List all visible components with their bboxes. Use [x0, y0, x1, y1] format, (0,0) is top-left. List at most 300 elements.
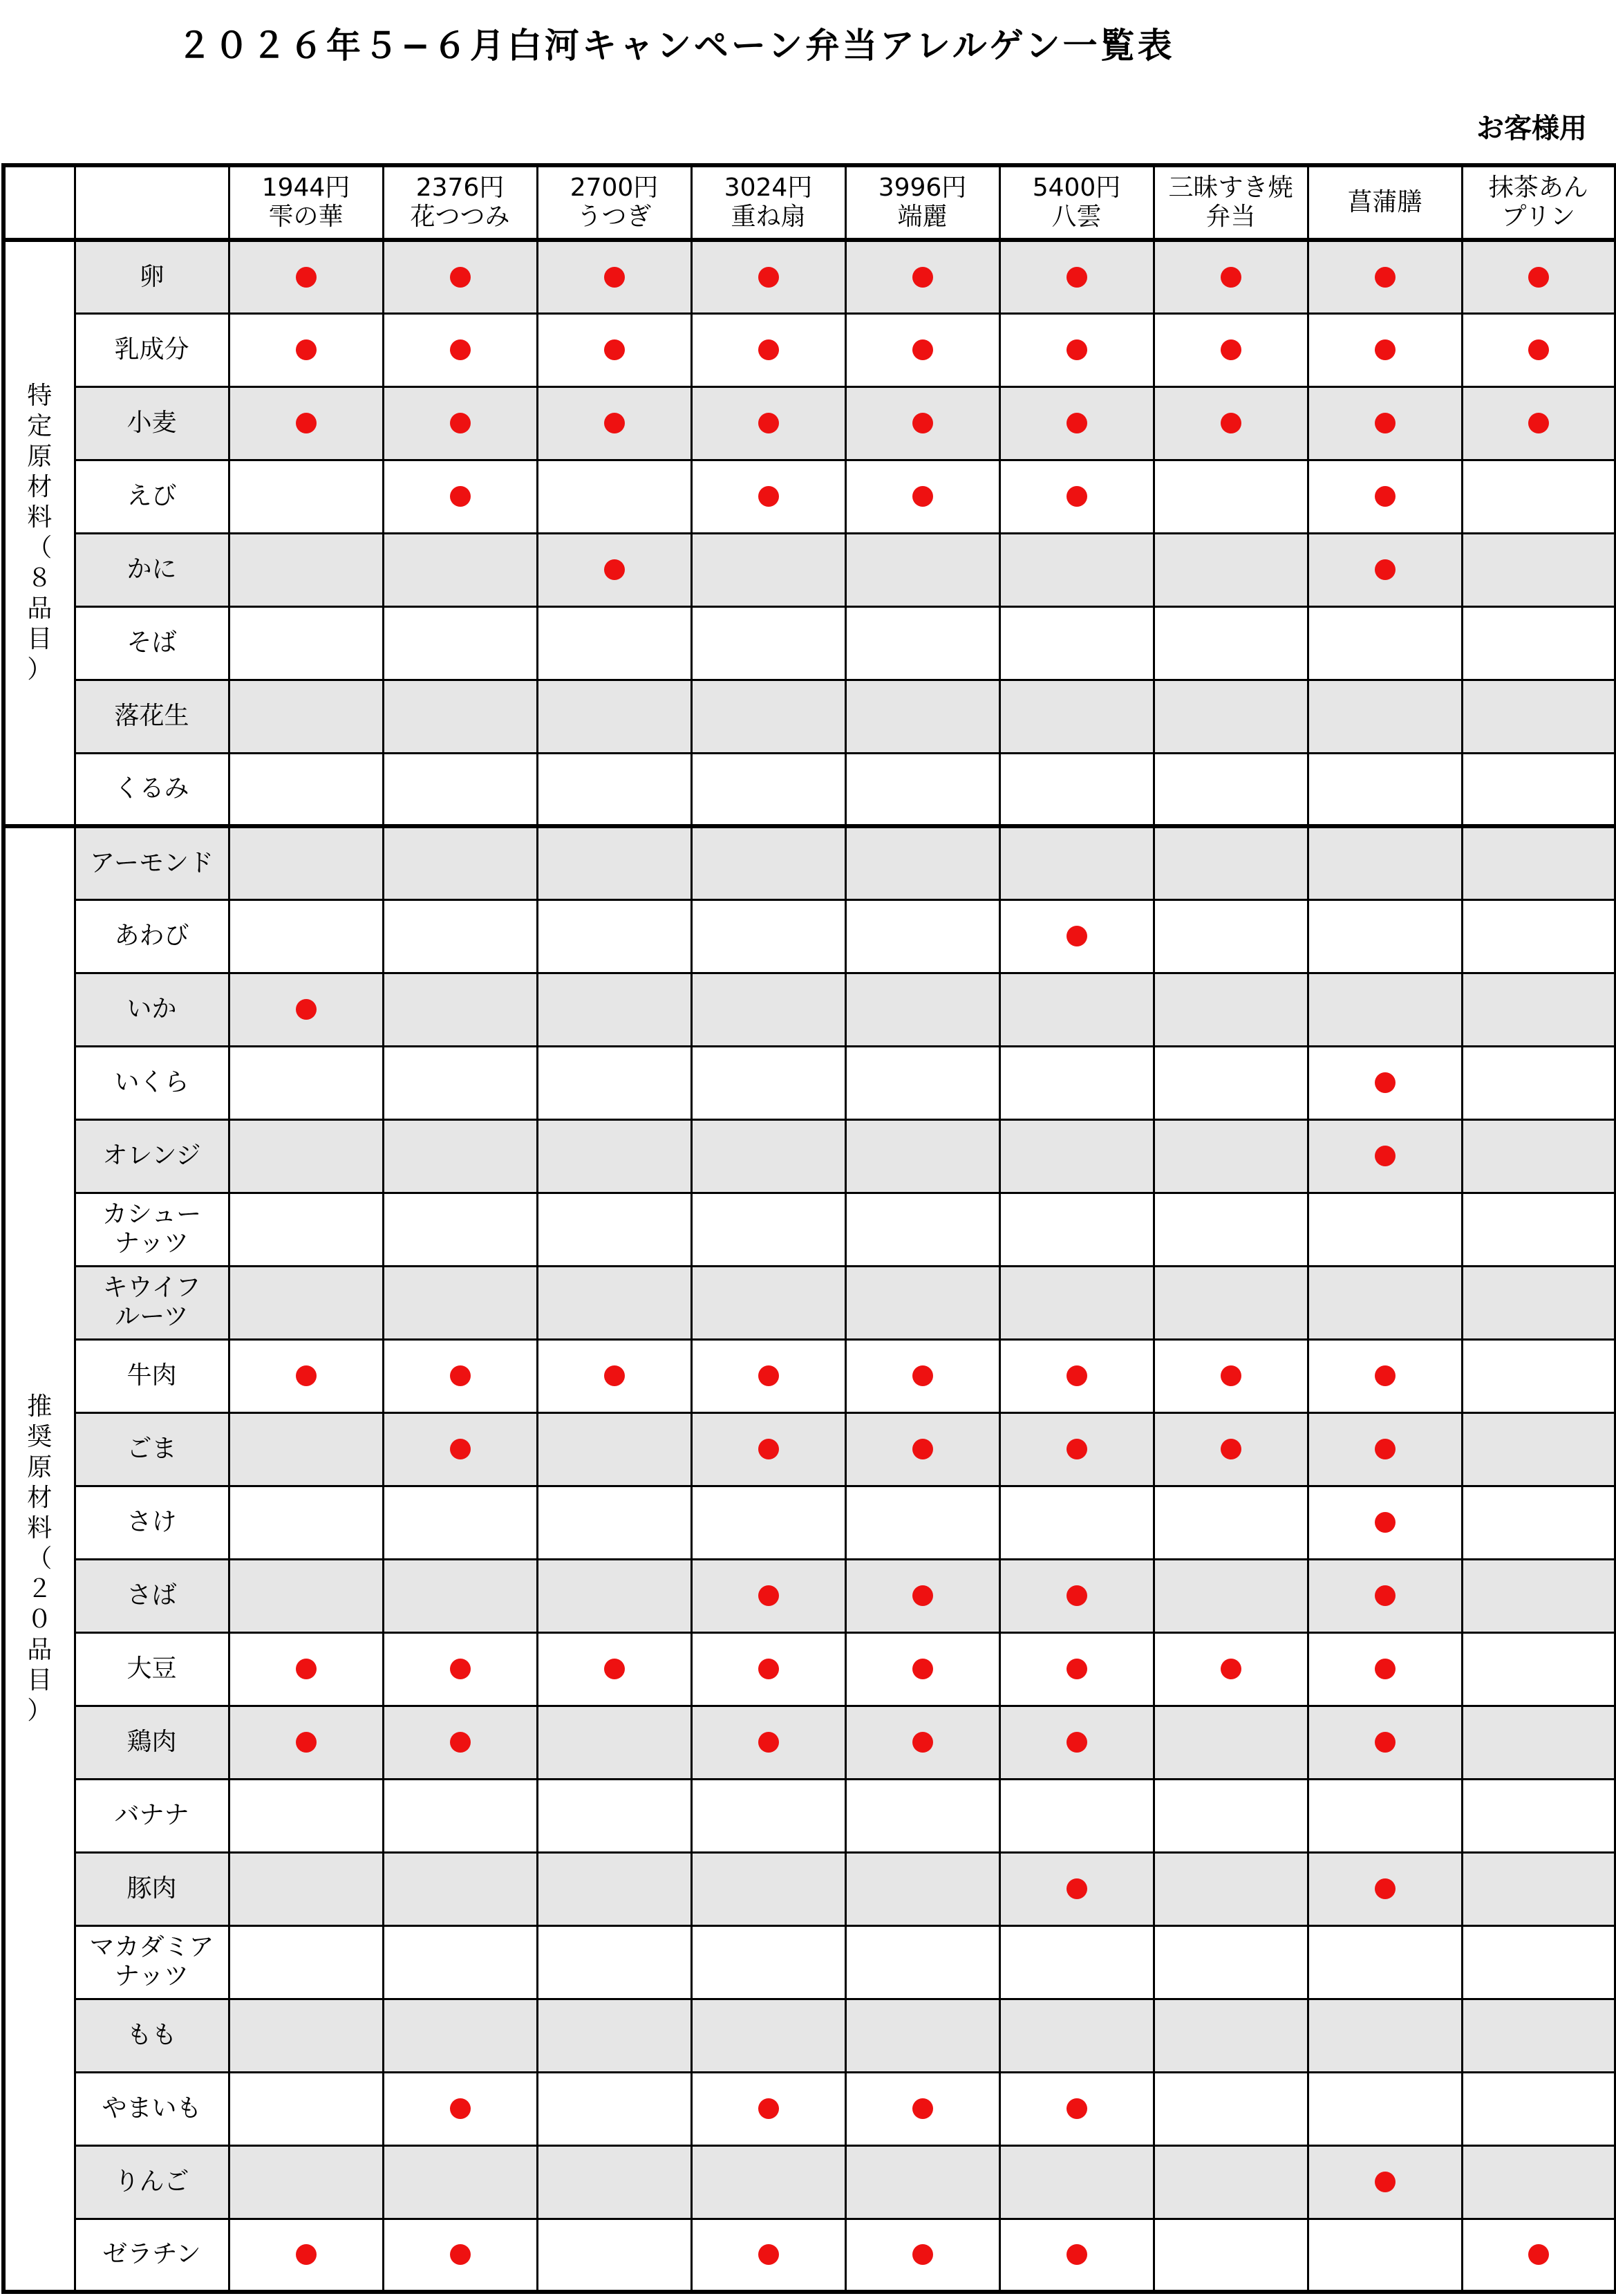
- allergen-cell: [1462, 386, 1616, 460]
- column-header: [229, 165, 383, 240]
- allergen-name: [75, 240, 229, 313]
- allergen-mark-dot: [296, 1365, 317, 1386]
- allergen-mark-dot: [1067, 1439, 1087, 1459]
- allergen-cell: [1308, 1119, 1462, 1193]
- allergen-cell: [691, 1486, 845, 1559]
- allergen-cell: [1154, 973, 1308, 1046]
- allergen-mark-dot: [1375, 1585, 1396, 1606]
- table-row: [3, 1852, 1616, 1925]
- allergen-cell: [1308, 1852, 1462, 1925]
- allergen-mark-dot: [758, 1659, 779, 1679]
- allergen-cell: [999, 1706, 1154, 1779]
- allergen-mark-dot: [912, 2098, 933, 2119]
- allergen-cell: [1308, 2219, 1462, 2292]
- allergen-mark-dot: [758, 486, 779, 507]
- allergen-name-line1: 小麦: [126, 409, 177, 437]
- allergen-cell: [1462, 460, 1616, 533]
- allergen-mark-dot: [1067, 926, 1087, 946]
- table-row: [3, 1632, 1616, 1706]
- allergen-mark-dot: [604, 413, 625, 433]
- allergen-cell: [691, 2145, 845, 2219]
- allergen-cell: [537, 1193, 691, 1266]
- allergen-cell: [1154, 1999, 1308, 2072]
- allergen-cell: [383, 680, 537, 753]
- corner-cell-allergen: [75, 165, 229, 240]
- allergen-cell: [999, 1046, 1154, 1119]
- allergen-name: [75, 1779, 229, 1852]
- allergen-cell: [999, 386, 1154, 460]
- allergen-mark-dot: [758, 1365, 779, 1386]
- allergen-cell: [1154, 240, 1308, 313]
- allergen-cell: [383, 1046, 537, 1119]
- allergen-cell: [691, 1119, 845, 1193]
- allergen-name-line1: もも: [126, 2021, 177, 2049]
- allergen-mark-dot: [1528, 2244, 1549, 2265]
- allergen-mark-dot: [1375, 486, 1396, 507]
- allergen-cell: [691, 1339, 845, 1412]
- allergen-cell: [383, 1852, 537, 1925]
- allergen-cell: [229, 1339, 383, 1412]
- allergen-cell: [383, 1779, 537, 1852]
- allergen-cell: [845, 313, 999, 386]
- allergen-cell: [229, 386, 383, 460]
- allergen-cell: [1154, 1632, 1308, 1706]
- allergen-cell: [383, 1706, 537, 1779]
- table-row: [3, 2219, 1616, 2292]
- allergen-cell: [229, 313, 383, 386]
- allergen-name-line1: 牛肉: [126, 1361, 177, 1390]
- allergen-name-line1: オレンジ: [102, 1141, 201, 1170]
- allergen-cell: [229, 2145, 383, 2219]
- allergen-mark-dot: [1067, 339, 1087, 360]
- allergen-cell: [1308, 1632, 1462, 1706]
- allergen-cell: [229, 533, 383, 606]
- allergen-mark-dot: [1375, 1512, 1396, 1533]
- allergen-cell: [691, 680, 845, 753]
- allergen-mark-dot: [450, 1439, 471, 1459]
- allergen-cell: [537, 826, 691, 899]
- allergen-name: [75, 1559, 229, 1632]
- allergen-mark-dot: [1067, 1732, 1087, 1753]
- allergen-cell: [999, 1266, 1154, 1339]
- allergen-name: [75, 1925, 229, 1999]
- allergen-cell: [537, 753, 691, 826]
- allergen-cell: [999, 533, 1154, 606]
- allergen-cell: [999, 1852, 1154, 1925]
- allergen-mark-dot: [296, 1659, 317, 1679]
- table-row: [3, 899, 1616, 973]
- column-header-line1: 3996円: [878, 174, 967, 202]
- allergen-cell: [229, 753, 383, 826]
- allergen-cell: [229, 1559, 383, 1632]
- allergen-cell: [383, 606, 537, 680]
- allergen-cell: [999, 1632, 1154, 1706]
- allergen-mark-dot: [1221, 1439, 1241, 1459]
- allergen-cell: [537, 2219, 691, 2292]
- allergen-cell: [229, 1779, 383, 1852]
- allergen-cell: [229, 680, 383, 753]
- allergen-cell: [229, 826, 383, 899]
- allergen-cell: [1462, 1266, 1616, 1339]
- column-header-line2: 雫の華: [268, 203, 344, 231]
- allergen-cell: [1308, 1193, 1462, 1266]
- table-row: [3, 973, 1616, 1046]
- allergen-cell: [845, 826, 999, 899]
- allergen-cell: [999, 2072, 1154, 2145]
- allergen-cell: [1462, 1925, 1616, 1999]
- allergen-mark-dot: [1067, 1659, 1087, 1679]
- allergen-mark-dot: [604, 339, 625, 360]
- allergen-cell: [383, 973, 537, 1046]
- allergen-cell: [1308, 1925, 1462, 1999]
- allergen-name: [75, 386, 229, 460]
- allergen-name-line1: 大豆: [126, 1654, 177, 1683]
- allergen-cell: [383, 1559, 537, 1632]
- allergen-name: [75, 2145, 229, 2219]
- allergen-mark-dot: [758, 1732, 779, 1753]
- allergen-mark-dot: [450, 486, 471, 507]
- allergen-cell: [845, 680, 999, 753]
- allergen-mark-dot: [450, 2098, 471, 2119]
- allergen-cell: [1154, 1852, 1308, 1925]
- allergen-name: [75, 1999, 229, 2072]
- allergen-cell: [229, 240, 383, 313]
- page-title: ２０２６年５−６月白河キャンペーン弁当アレルゲン一覧表: [177, 26, 1175, 66]
- allergen-mark-dot: [604, 1365, 625, 1386]
- allergen-name: [75, 1486, 229, 1559]
- column-header: [383, 165, 537, 240]
- allergen-cell: [999, 753, 1154, 826]
- allergen-cell: [383, 1266, 537, 1339]
- table-row: [3, 1266, 1616, 1339]
- allergen-cell: [1462, 606, 1616, 680]
- allergen-cell: [691, 1412, 845, 1486]
- allergen-cell: [691, 533, 845, 606]
- allergen-cell: [1308, 973, 1462, 1046]
- allergen-cell: [1462, 1852, 1616, 1925]
- allergen-cell: [1308, 1999, 1462, 2072]
- allergen-cell: [229, 1046, 383, 1119]
- allergen-mark-dot: [912, 1659, 933, 1679]
- allergen-mark-dot: [450, 267, 471, 288]
- allergen-cell: [1154, 2219, 1308, 2292]
- allergen-name: [75, 606, 229, 680]
- allergen-cell: [845, 606, 999, 680]
- allergen-cell: [383, 2072, 537, 2145]
- allergen-cell: [1308, 533, 1462, 606]
- allergen-cell: [691, 899, 845, 973]
- allergen-mark-dot: [912, 1732, 933, 1753]
- group-label: 推 奨 原 材 料 （ ２ ０ 品 目 ）: [3, 826, 75, 2292]
- allergen-cell: [691, 1266, 845, 1339]
- allergen-mark-dot: [758, 1585, 779, 1606]
- allergen-cell: [1154, 1193, 1308, 1266]
- allergen-cell: [1462, 1706, 1616, 1779]
- allergen-cell: [999, 313, 1154, 386]
- allergen-cell: [1462, 1999, 1616, 2072]
- allergen-cell: [1308, 386, 1462, 460]
- allergen-cell: [383, 899, 537, 973]
- allergen-cell: [383, 240, 537, 313]
- allergen-mark-dot: [1528, 267, 1549, 288]
- allergen-mark-dot: [450, 339, 471, 360]
- allergen-cell: [1308, 1559, 1462, 1632]
- allergen-name: [75, 533, 229, 606]
- allergen-cell: [229, 2219, 383, 2292]
- column-header: [691, 165, 845, 240]
- allergen-cell: [537, 386, 691, 460]
- table-row: [3, 1339, 1616, 1412]
- allergen-cell: [845, 1339, 999, 1412]
- allergen-cell: [845, 460, 999, 533]
- allergen-cell: [383, 1632, 537, 1706]
- allergen-cell: [1154, 1412, 1308, 1486]
- allergen-mark-dot: [1375, 1659, 1396, 1679]
- allergen-cell: [999, 2219, 1154, 2292]
- allergen-mark-dot: [450, 1732, 471, 1753]
- allergen-mark-dot: [296, 2244, 317, 2265]
- allergen-cell: [1154, 313, 1308, 386]
- allergen-mark-dot: [296, 267, 317, 288]
- table-row: [3, 240, 1616, 313]
- allergen-cell: [1308, 899, 1462, 973]
- allergen-cell: [229, 1486, 383, 1559]
- allergen-cell: [845, 1412, 999, 1486]
- allergen-cell: [1154, 1339, 1308, 1412]
- column-header-line2: プリン: [1501, 203, 1576, 231]
- allergen-cell: [537, 1339, 691, 1412]
- allergen-cell: [537, 973, 691, 1046]
- allergen-cell: [1308, 1486, 1462, 1559]
- allergen-cell: [383, 1339, 537, 1412]
- table-row: [3, 606, 1616, 680]
- allergen-mark-dot: [1528, 339, 1549, 360]
- allergen-name: [75, 1193, 229, 1266]
- allergen-cell: [1462, 753, 1616, 826]
- allergen-cell: [1308, 606, 1462, 680]
- allergen-mark-dot: [1375, 1146, 1396, 1166]
- allergen-cell: [1154, 1266, 1308, 1339]
- allergen-cell: [845, 753, 999, 826]
- column-header: [1462, 165, 1616, 240]
- allergen-cell: [1462, 1193, 1616, 1266]
- allergen-cell: [1462, 2219, 1616, 2292]
- allergen-cell: [691, 313, 845, 386]
- allergen-mark-dot: [912, 2244, 933, 2265]
- allergen-cell: [229, 1119, 383, 1193]
- allergen-mark-dot: [296, 1732, 317, 1753]
- allergen-cell: [1154, 1779, 1308, 1852]
- allergen-cell: [1462, 1119, 1616, 1193]
- allergen-cell: [1154, 386, 1308, 460]
- allergen-cell: [1154, 899, 1308, 973]
- allergen-mark-dot: [450, 2244, 471, 2265]
- allergen-cell: [537, 1559, 691, 1632]
- column-header-line2: 八雲: [1051, 203, 1102, 231]
- allergen-cell: [537, 1706, 691, 1779]
- allergen-name: [75, 899, 229, 973]
- allergen-cell: [229, 460, 383, 533]
- allergen-mark-dot: [1221, 267, 1241, 288]
- allergen-cell: [1154, 1486, 1308, 1559]
- allergen-name: [75, 1119, 229, 1193]
- column-header-line2: 弁当: [1205, 203, 1256, 231]
- allergen-cell: [537, 313, 691, 386]
- allergen-mark-dot: [296, 413, 317, 433]
- allergen-mark-dot: [1375, 1732, 1396, 1753]
- allergen-cell: [845, 1925, 999, 1999]
- allergen-mark-dot: [1375, 559, 1396, 580]
- allergen-cell: [383, 533, 537, 606]
- table-row: [3, 680, 1616, 753]
- allergen-name-line2: ナッツ: [114, 1229, 189, 1258]
- allergen-cell: [845, 1046, 999, 1119]
- table-row: [3, 826, 1616, 899]
- allergen-mark-dot: [1067, 1585, 1087, 1606]
- allergen-cell: [999, 1925, 1154, 1999]
- allergen-cell: [1154, 1925, 1308, 1999]
- allergen-cell: [845, 2145, 999, 2219]
- allergen-mark-dot: [1067, 413, 1087, 433]
- allergen-mark-dot: [758, 267, 779, 288]
- allergen-mark-dot: [912, 413, 933, 433]
- allergen-cell: [537, 1412, 691, 1486]
- table-row: [3, 2072, 1616, 2145]
- allergen-name-line1: キウイフ: [102, 1273, 201, 1302]
- allergen-cell: [537, 460, 691, 533]
- allergen-cell: [999, 240, 1154, 313]
- allergen-name-line1: 卵: [139, 262, 165, 291]
- allergen-cell: [1462, 1559, 1616, 1632]
- allergen-name: [75, 826, 229, 899]
- allergen-cell: [1154, 753, 1308, 826]
- allergen-cell: [537, 2072, 691, 2145]
- allergen-mark-dot: [758, 2098, 779, 2119]
- allergen-cell: [1154, 826, 1308, 899]
- allergen-cell: [999, 1193, 1154, 1266]
- allergen-name: [75, 1706, 229, 1779]
- allergen-cell: [1154, 1046, 1308, 1119]
- allergen-name: [75, 753, 229, 826]
- audience-label: お客様用: [1476, 113, 1587, 144]
- allergen-cell: [1308, 753, 1462, 826]
- allergen-cell: [537, 606, 691, 680]
- table-row: [3, 1046, 1616, 1119]
- allergen-name-line2: ナッツ: [114, 1962, 189, 1990]
- allergen-cell: [845, 1999, 999, 2072]
- allergen-cell: [383, 826, 537, 899]
- allergen-cell: [1462, 313, 1616, 386]
- allergen-cell: [999, 1559, 1154, 1632]
- allergen-cell: [691, 2072, 845, 2145]
- allergen-cell: [229, 1706, 383, 1779]
- column-header-line1: 三昧すき焼: [1168, 174, 1293, 202]
- allergen-cell: [383, 2219, 537, 2292]
- column-header: [1154, 165, 1308, 240]
- allergen-name-line1: バナナ: [114, 1801, 189, 1829]
- allergen-cell: [383, 386, 537, 460]
- header-row: [3, 165, 1616, 240]
- allergen-mark-dot: [1375, 1072, 1396, 1093]
- allergen-cell: [1308, 2145, 1462, 2219]
- allergen-mark-dot: [1067, 267, 1087, 288]
- allergen-cell: [383, 1412, 537, 1486]
- allergen-cell: [1154, 1559, 1308, 1632]
- allergen-cell: [1462, 1412, 1616, 1486]
- allergen-name-line1: えび: [126, 482, 177, 510]
- allergen-mark-dot: [604, 559, 625, 580]
- allergen-cell: [999, 1412, 1154, 1486]
- allergen-mark-dot: [450, 1365, 471, 1386]
- allergen-cell: [691, 753, 845, 826]
- allergen-mark-dot: [1375, 267, 1396, 288]
- allergen-cell: [537, 1632, 691, 1706]
- allergen-cell: [691, 1559, 845, 1632]
- allergen-cell: [229, 606, 383, 680]
- allergen-cell: [691, 1925, 845, 1999]
- allergen-mark-dot: [1067, 486, 1087, 507]
- allergen-cell: [1154, 2145, 1308, 2219]
- allergen-cell: [845, 240, 999, 313]
- allergen-cell: [1462, 240, 1616, 313]
- allergen-cell: [1462, 899, 1616, 973]
- allergen-table: [1, 163, 1616, 2294]
- allergen-name: [75, 1632, 229, 1706]
- allergen-cell: [999, 1339, 1154, 1412]
- allergen-mark-dot: [1375, 2172, 1396, 2192]
- allergen-cell: [1462, 1632, 1616, 1706]
- column-header: [537, 165, 691, 240]
- allergen-cell: [999, 2145, 1154, 2219]
- allergen-cell: [1462, 2145, 1616, 2219]
- allergen-cell: [229, 899, 383, 973]
- allergen-cell: [229, 1999, 383, 2072]
- allergen-mark-dot: [450, 1659, 471, 1679]
- allergen-name: [75, 680, 229, 753]
- allergen-cell: [1308, 1339, 1462, 1412]
- allergen-cell: [845, 2219, 999, 2292]
- allergen-mark-dot: [912, 1439, 933, 1459]
- allergen-cell: [999, 606, 1154, 680]
- allergen-cell: [229, 973, 383, 1046]
- allergen-name-line1: さけ: [126, 1508, 177, 1536]
- allergen-name-line1: アーモンド: [90, 848, 214, 877]
- allergen-cell: [1462, 533, 1616, 606]
- allergen-mark-dot: [758, 1439, 779, 1459]
- allergen-cell: [1308, 1412, 1462, 1486]
- allergen-mark-dot: [296, 339, 317, 360]
- allergen-name: [75, 1046, 229, 1119]
- allergen-cell: [537, 240, 691, 313]
- allergen-cell: [537, 533, 691, 606]
- allergen-mark-dot: [912, 339, 933, 360]
- allergen-cell: [1462, 2072, 1616, 2145]
- allergen-cell: [229, 1412, 383, 1486]
- table-row: [3, 1486, 1616, 1559]
- table-row: [3, 1925, 1616, 1999]
- allergen-cell: [1154, 606, 1308, 680]
- allergen-cell: [691, 1706, 845, 1779]
- allergen-cell: [1308, 2072, 1462, 2145]
- allergen-mark-dot: [912, 267, 933, 288]
- allergen-name: [75, 2072, 229, 2145]
- allergen-cell: [691, 606, 845, 680]
- allergen-name-line1: いくら: [114, 1068, 189, 1096]
- allergen-cell: [1154, 1119, 1308, 1193]
- allergen-name-line1: ごま: [126, 1435, 177, 1463]
- allergen-mark-dot: [296, 999, 317, 1020]
- allergen-name-line2: ルーツ: [115, 1303, 189, 1331]
